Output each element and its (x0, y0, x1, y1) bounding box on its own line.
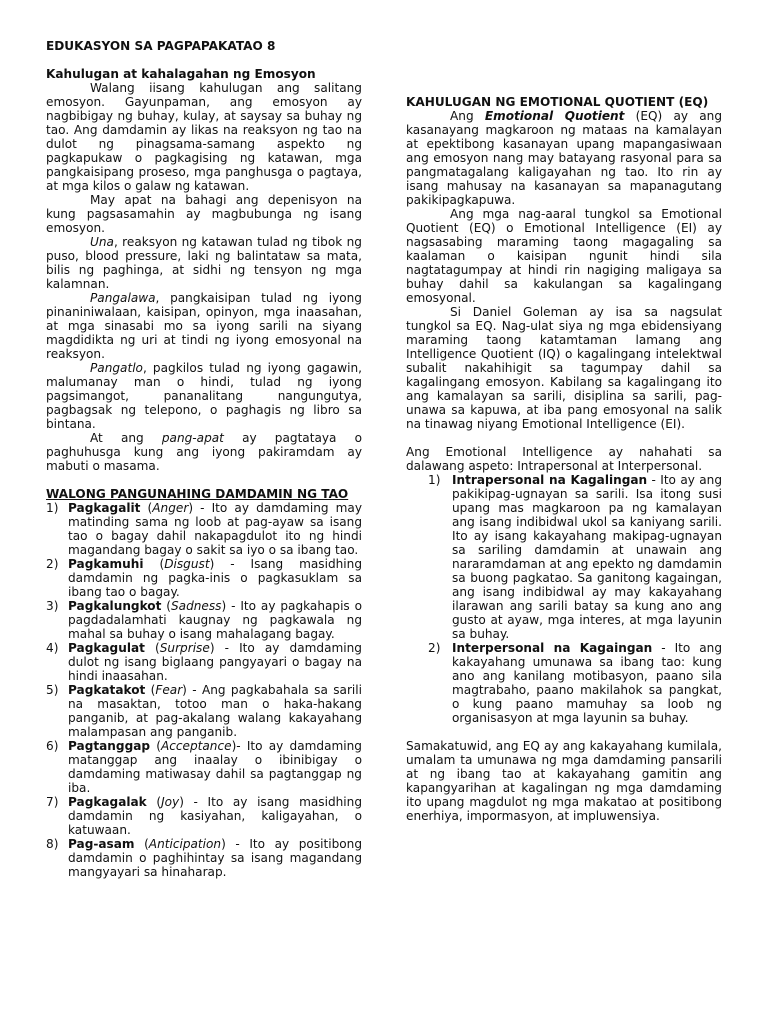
list-item: 8) Pag-asam (Anticipation) - Ito ay positibong damdamin o paghihintay sa isang magandang mangyayari sa hinaharap. (46, 837, 363, 879)
list-number: 3) (46, 599, 59, 613)
list-number: 4) (46, 641, 59, 655)
eq-section-body (406, 95, 722, 823)
emphasis: Pangatlo (90, 361, 143, 375)
emotion-english: Sadness (171, 599, 222, 613)
list-item: 4) Pagkagulat (Surprise) - Ito ay damdaming dulot ng isang biglaang pangyayari o bagay na hindi inaasahan. (46, 641, 362, 683)
list-number: 7) (46, 795, 59, 809)
paragraph-text: , reaksyon ng katawan tulad ng tibok ng puso, blood pressure, laki ng balintataw sa mata, bilis ng paghinga, at sidhi ng tensyon ng mga kalamnan. (46, 235, 362, 291)
paragraph (46, 291, 362, 361)
section-heading-eq: KAHULUGAN NG EMOTIONAL QUOTIENT (EQ) (406, 95, 709, 109)
emotion-description: - Ito ay damdaming may matinding sama ng loob at pag-ayaw sa isang tao o bagay dahil nakapagdulot ito ng hindi magandang bagay o sakit sa iyo o sa ibang tao. (68, 501, 362, 557)
emphasis: pang-apat (161, 431, 224, 445)
list-number: 6) (46, 739, 59, 753)
paragraph: Ang Emotional Intelligence ay nahahati sa dalawang aspeto: Intrapersonal at Interpersonal. (406, 445, 722, 473)
paragraph: Ang mga nag-aaral tungkol sa Emotional Quotient (EQ) o Emotional Intelligence (EI) ay nagsasabing maraming taong magagaling sa kaalaman o kaisipan ngunit hindi sila nagtatagumpay at hindi rin nagiging maligaya sa buhay dahil sa kakulangan sa kagalingang emosyonal. (406, 207, 722, 305)
emotion-term: Pagkagalak (68, 795, 147, 809)
emotion-term: Pagkalungkot (68, 599, 162, 613)
emotion-description: - Ito ay pagkahapis o pagdadalamhati kaugnay ng pagkawala ng mahal sa buhay o isang mahalagang bagay. (68, 599, 363, 641)
emotion-term: Pagkagalit (68, 501, 141, 515)
emotion-english: Fear (155, 683, 183, 697)
list-number: 1) (46, 501, 59, 515)
emotion-english: Disgust (164, 557, 210, 571)
list-item: 3) Pagkalungkot (Sadness) - Ito ay pagkahapis o pagdadalamhati kaugnay ng pagkawala ng mahal sa buhay o isang mahalagang bagay. (46, 599, 363, 641)
emotion-list (46, 501, 362, 879)
list-number: 2) (428, 641, 441, 655)
emosyon-section-body (46, 81, 362, 879)
list-item: 5) Pagkatakot (Fear) - Ang pagkabahala sa sarili na masaktan, totoo man o haka-hakang panganib, at pag-akalang walang kakayahang malampasan ang panganib. (46, 683, 363, 739)
emotion-description: - Ito ay isang masidhing damdamin ng kasiyahan, kaligayahan, o katuwaan. (68, 795, 362, 837)
emphasis-term: Emotional Quotient (484, 109, 625, 123)
list-item (406, 473, 722, 641)
list-item (406, 641, 722, 725)
emotion-english: Anticipation (148, 837, 222, 851)
emotion-english: Joy (161, 795, 180, 809)
emotion-english: Acceptance (160, 739, 232, 753)
list-number: 8) (46, 837, 59, 851)
emotion-english: Surprise (159, 641, 210, 655)
paragraph-text: (EQ) ay ang kasanayang magkaroon ng mataas na kamalayan at epektibong kasanayan upang mapangasiwaan ang emosyon nang may batayang rasyonal para sa pangmatagalang kaligayahan ng tao. Ito rin ay isang mahusay na kasanayan sa mapanagutang pakikipagkapuwa. (406, 109, 722, 207)
list-number: 1) (428, 473, 441, 487)
aspect-term: Intrapersonal na Kagalingan (452, 473, 648, 487)
paragraph (46, 361, 362, 431)
section-heading-emosyon: Kahulugan at kahalagahan ng Emosyon (46, 67, 316, 81)
aspect-description: - Ito ay ang pakikipag-ugnayan sa sarili. Isa itong susi upang mas magkaroon pa ng kamalayan ang isang indibidwal ukol sa kaniyang sarili. Ito ay isang kakayahang makipag-ugnayan sa sariling damdamin at unawain ang nararamdaman at ang epekto ng damdamin sa buong pagkatao. Sa ganitong kagaingan, ang isang indibidwal ay may kakayahang ilarawan ang sarili batay sa kung ano ang gusto at ayaw, mga interes, at mga layunin sa buhay. (452, 473, 722, 641)
paragraph (406, 109, 722, 207)
list-number: 2) (46, 557, 59, 571)
emphasis: Una (90, 235, 114, 249)
emotion-term: Pagkatakot (68, 683, 146, 697)
paragraph: May apat na bahagi ang depenisyon na kung pagsasamahin ay magbubunga ng isang emosyon. (46, 193, 362, 235)
aspect-term: Interpersonal na Kagaingan (452, 641, 653, 655)
emotion-term: Pag-asam (68, 837, 135, 851)
emotion-term: Pagtanggap (68, 739, 151, 753)
aspect-list (406, 473, 722, 725)
list-item: 6) Pagtanggap (Acceptance)- Ito ay damdaming matanggap ang inaalay o ibinibigay o damdaming matiwasay dahil sa pagtanggap ng iba. (46, 739, 362, 795)
paragraph: Walang iisang kahulugan ang salitang emosyon. Gayunpaman, ang emosyon ay nagbibigay ng buhay, kulay, at saysay sa buhay ng tao. Ang damdamin ay likas na reaksyon ng tao na dulot ng pinagsama-samang aspekto ng pagkapukaw o pagkagising ng katawan, mga pangkaisipang proseso, mga panghusga o pagtaya, at mga kilos o galaw ng katawan. (46, 81, 362, 193)
section-heading-walong-damdamin: WALONG PANGUNAHING DAMDAMIN NG TAO (46, 487, 349, 501)
paragraph: Samakatuwid, ang EQ ay ang kakayahang kumilala, umalam ta umunawa ng mga damdaming pansarili at ng ibang tao at kakayahang gamitin ang kapangyarihan at kagalingan ng mga damdaming ito upang magdulot ng mga makatao at positibong enerhiya, impormasyon, at impluwensiya. (406, 739, 722, 823)
emotion-term: Pagkagulat (68, 641, 145, 655)
list-item: 2) Pagkamuhi (Disgust) - Isang masidhing damdamin ng pagka-inis o pagkasuklam sa ibang tao o bagay. (46, 557, 362, 599)
paragraph (46, 431, 362, 473)
document-title: EDUKASYON SA PAGPAPAKATAO 8 (46, 39, 276, 53)
list-item: 1) Pagkagalit (Anger) - Ito ay damdaming may matinding sama ng loob at pag-ayaw sa isang tao o bagay dahil nakapagdulot ito ng hindi magandang bagay o sakit sa iyo o sa ibang tao. (46, 501, 362, 557)
paragraph-text: , pangkaisipan tulad ng iyong pinaniniwalaan, kaisipan, opinyon, mga inaasahan, at mga sinasabi mo sa iyong sarili na siyang magdidikta ng uri at tindi ng iyong emosyonal na reaksyon. (46, 291, 362, 361)
list-number: 5) (46, 683, 59, 697)
paragraph (46, 235, 362, 291)
emotion-description: - Ito ay positibong damdamin o paghihintay sa isang magandang mangyayari sa hinaharap. (68, 837, 363, 879)
emotion-description: - Isang masidhing damdamin ng pagka-inis o pagkasuklam sa ibang tao o bagay. (68, 557, 362, 599)
emotion-description: - Ang pagkabahala sa sarili na masaktan, totoo man o haka-hakang panganib, at pag-akalang walang kakayahang malampasan ang panganib. (68, 683, 363, 739)
list-item: 7) Pagkagalak (Joy) - Ito ay isang masidhing damdamin ng kasiyahan, kaligayahan, o katuwaan. (46, 795, 362, 837)
emphasis: Pangalawa (90, 291, 156, 305)
paragraph-text: At ang (90, 431, 162, 445)
emotion-term: Pagkamuhi (68, 557, 144, 571)
paragraph-text: , pagkilos tulad ng iyong gagawin, malumanay man o hindi, tulad ng iyong pagsimangot, pananalitang nangungutya, pagbagsak ng telepono, o paghagis ng libro sa bintana. (46, 361, 362, 431)
emotion-description: - Ito ay damdaming matanggap ang inaalay o ibinibigay o damdaming matiwasay dahil sa pagtanggap ng iba. (68, 739, 362, 795)
paragraph-text: ay pagtataya o paghuhusga kung ang iyong pakiramdam ay mabuti o masama. (46, 431, 362, 473)
paragraph-text: Ang (450, 109, 485, 123)
emotion-description: - Ito ay damdaming dulot ng isang biglaang pangyayari o bagay na hindi inaasahan. (68, 641, 362, 683)
paragraph: Si Daniel Goleman ay isa sa nagsulat tungkol sa EQ. Nag-ulat siya ng mga ebidensiyang maraming taong katamtaman lamang ang Intelligence Quotient (IQ) o kagalingang intelektwal subalit nakahihigit sa tagumpay dahil sa kagalingang emosyon. Kabilang sa kagalingang ito ang kamalayan sa sarili, disiplina sa sarili, pag-unawa sa kapuwa, at iba pang emosyonal na salik na tinawag niyang Emotional Intelligence (EI). (406, 305, 722, 431)
emotion-english: Anger (152, 501, 189, 515)
aspect-description: - Ito ang kakayahang umunawa sa ibang tao: kung ano ang kanilang motibasyon, paano sila magtrabaho, paano makilahok sa pangkat, o kung paano mamuhay sa loob ng organisasyon at mga layunin sa buhay. (452, 641, 723, 725)
